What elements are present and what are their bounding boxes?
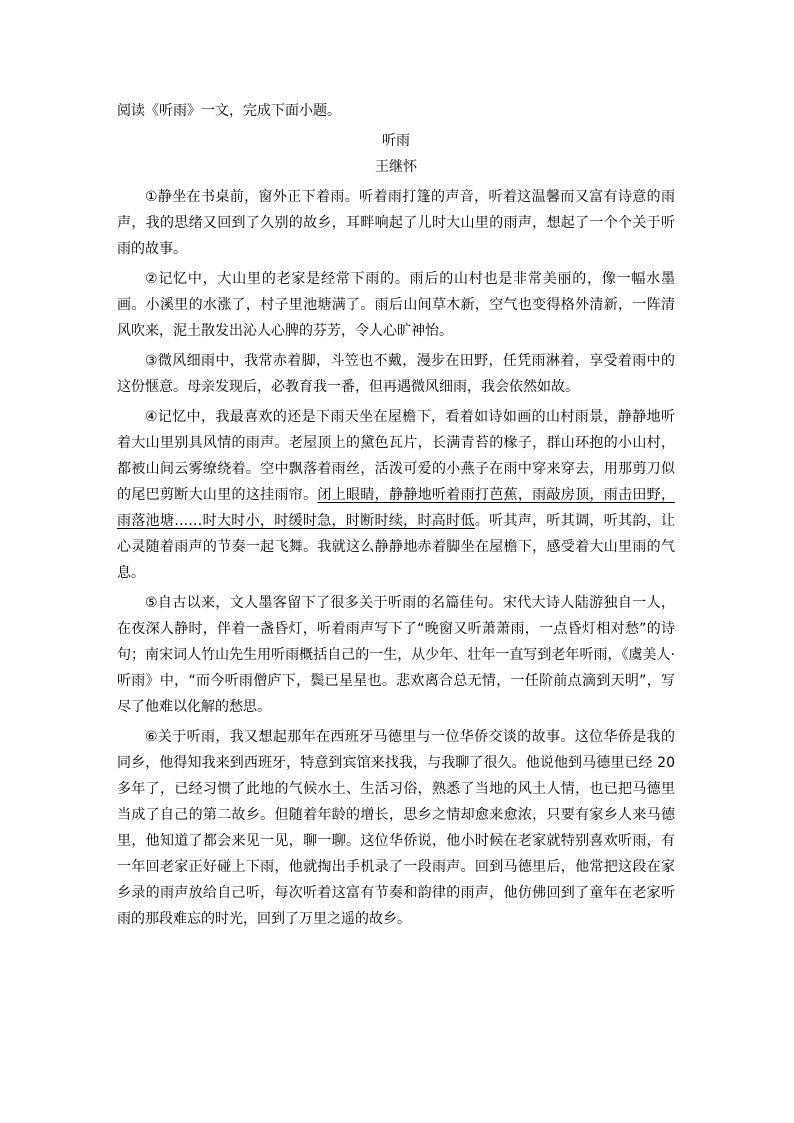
underlined-sentence: 闭上眼睛，静静地听着雨打芭蕉，雨敲房顶，雨击田野，雨落池塘……时大时小，时缓时急，时断时续，时高时低: [117, 487, 675, 529]
document-content: [117, 98, 675, 936]
paragraph-1: ①静坐在书桌前，窗外正下着雨。听着雨打篷的声音，听着这温馨而又富有诗意的雨声，我的思绪又回到了久别的故乡，耳畔响起了儿时大山里的雨声，想起了一个个关于听雨的故事。: [117, 189, 675, 257]
paragraph-2: ②记忆中，大山里的老家是经常下雨的。雨后的山村也是非常美丽的，像一幅水墨画。小溪里的水涨了，村子里池塘满了。雨后山间草木新，空气也变得格外清新，一阵清风吹来，泥土散发出沁人心脾的芬芳，令人心旷神怡。: [117, 271, 675, 339]
article-title: 听雨: [382, 133, 410, 149]
paragraph-4-text-after: 。听其声，听其调，听其韵，让心灵随着雨声的节奏一起飞舞。我就这么静静地赤着脚坐在屋檐下，感受着大山里雨的气息。: [117, 513, 676, 581]
paragraph-3: ③微风细雨中，我常赤着脚，斗笠也不戴，漫步在田野，任凭雨淋着，享受着雨中的这份惬意。母亲发现后，必教育我一番，但再遇微风细雨，我会依然如故。: [117, 353, 675, 395]
paragraph-5: ⑤自古以来，文人墨客留下了很多关于听雨的名篇佳句。宋代大诗人陆游独自一人，在夜深人静时，伴着一盏昏灯，听着雨声写下了“晚窗又听萧萧雨，一点昏灯相对愁”的诗句；南宋词人竹山先生用听雨概括自己的一生，从少年、壮年一直写到老年听雨，《虞美人·听雨》中，“而今听雨僧庐下，鬓已星星也。悲欢离合总无情，一任阶前点滴到天明”，写尽了他难以化解的愁思。: [117, 595, 675, 715]
paragraph-6: ⑥关于听雨，我又想起那年在西班牙马德里与一位华侨交谈的故事。这位华侨是我的同乡，他得知我来到西班牙，特意到宾馆来找我，与我聊了很久。他说他到马德里已经 20 多年了，已经习惯了此地的气候水土、生活习俗，熟悉了当地的风土人情，也已把马德里当成了自己的第二故乡。但随着年龄的增长，思乡之情却愈来愈浓，只要有家乡人来马德里，他知道了都会来见一见，聊一聊。这位华侨说，他小时候在老家就特别喜欢听雨，有一年回老家正好碰上下雨，他就掏出手机录了一段雨声。回到马德里后，他常把这段在家乡录的雨声放给自己听，每次听着这富有节奏和韵律的雨声，他仿佛回到了童年在老家听雨的那段难忘的时光，回到了万里之遥的故乡。: [117, 729, 675, 927]
article-author: 王继怀: [375, 159, 417, 175]
paragraph-4: [117, 404, 675, 586]
question-intro: 阅读《听雨》一文，完成下面小题。: [117, 103, 341, 119]
paragraph-4-text-before: ④记忆中，我最喜欢的还是下雨天坐在屋檐下，看着如诗如画的山村雨景，静静地听着大山里别具风情的雨声。老屋顶上的黛色瓦片，长满青苔的椽子，群山环抱的小山村，都被山间云雾缭绕着。空中飘落着雨丝，活泼可爱的小燕子在雨中穿来穿去，用那剪刀似的尾巴剪断大山里的这挂雨帘。: [117, 409, 675, 503]
